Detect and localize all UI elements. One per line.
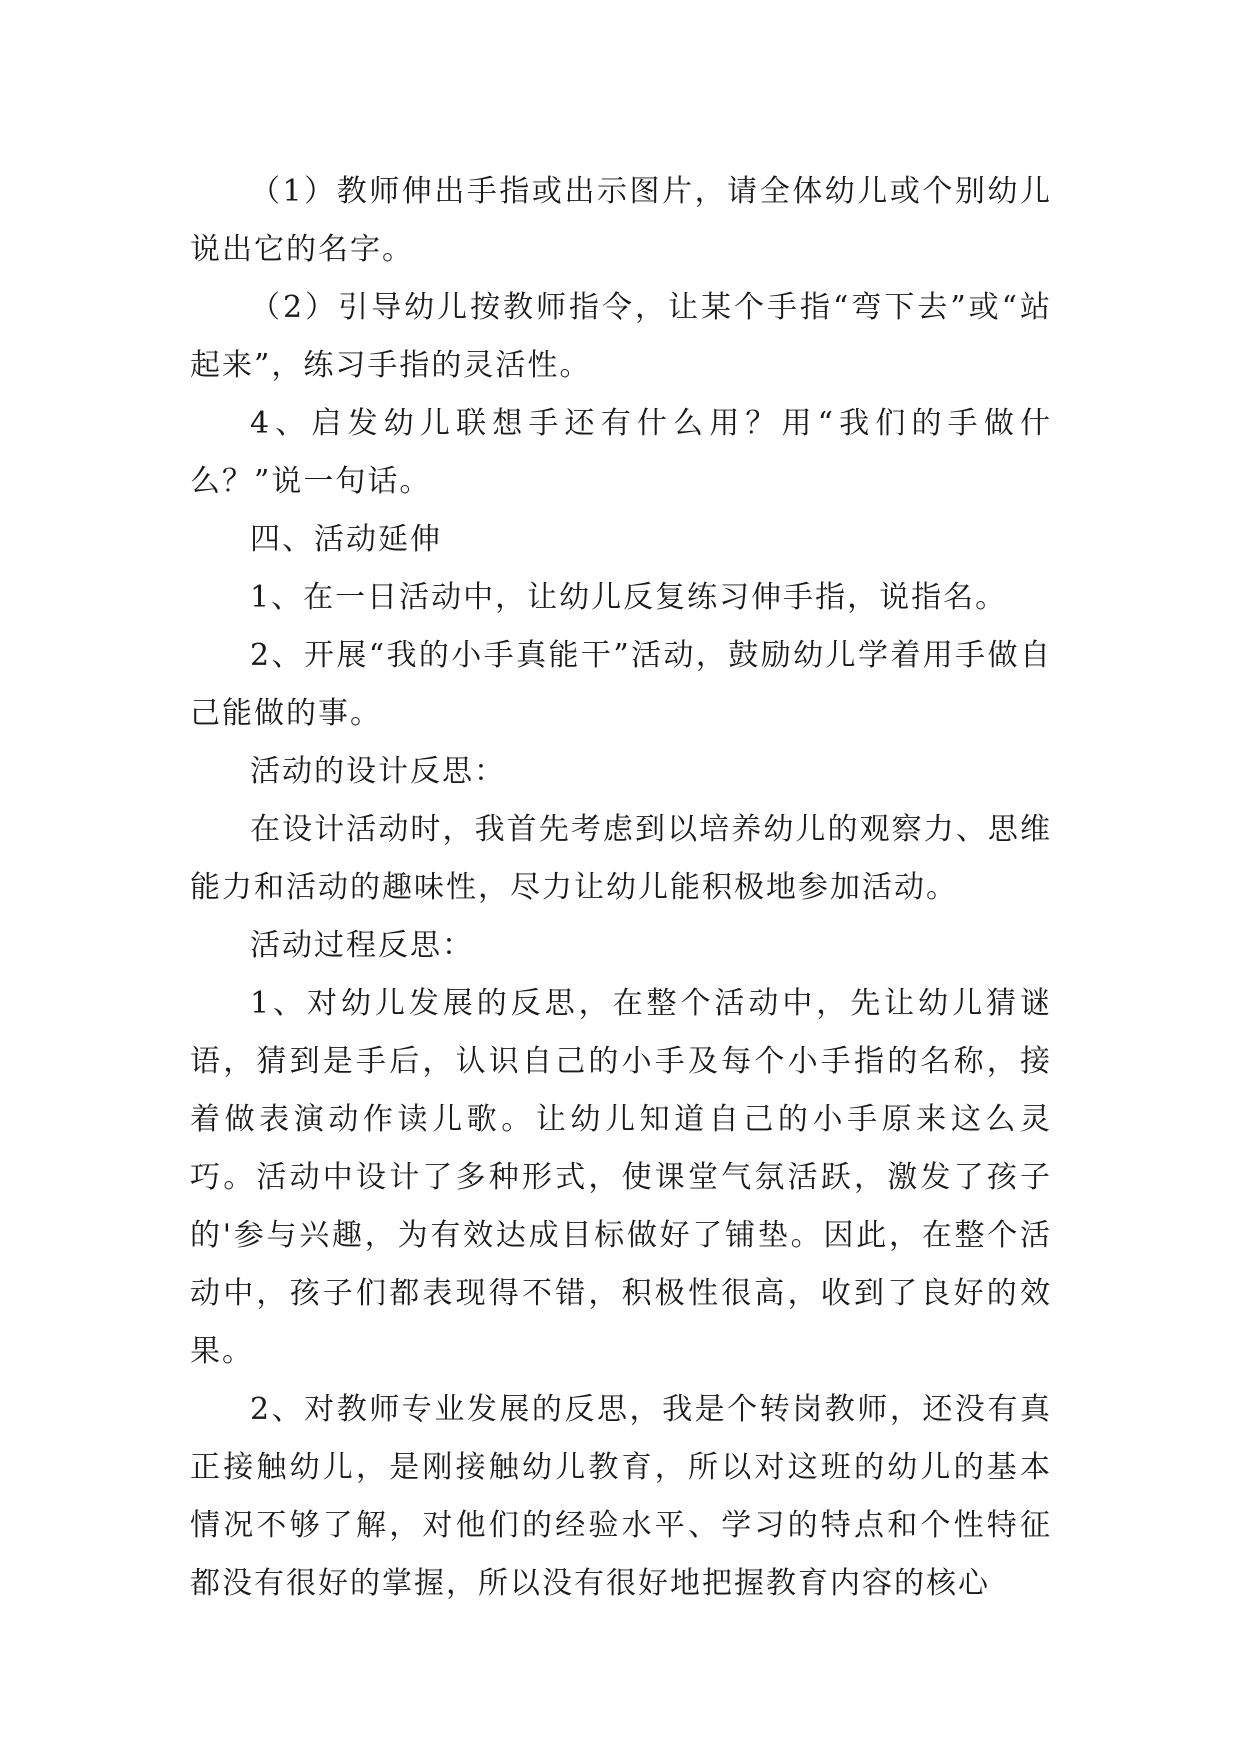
paragraph-1: （1）教师伸出手指或出示图片，请全体幼儿或个别幼儿说出它的名字。 <box>190 174 1052 267</box>
paragraph-3: 4、启发幼儿联想手还有什么用？用“我们的手做什么？”说一句话。 <box>190 406 1052 499</box>
paragraph-10: 1、对幼儿发展的反思，在整个活动中，先让幼儿猜谜语，猜到是手后，认识自己的小手及每个小手指的名称，接着做表演动作读儿歌。让幼儿知道自己的小手原来这么灵巧。活动中设计了多种形式，使课堂气氛活跃，激发了孩子的'参与兴趣，为有效达成目标做好了铺垫。因此，在整个活动中，孩子们都表现得不错，积极性很高，收到了良好的效果。 <box>190 986 1052 1369</box>
paragraph-11: 2、对教师专业发展的反思，我是个转岗教师，还没有真正接触幼儿，是刚接触幼儿教育，所以对这班的幼儿的基本情况不够了解，对他们的经验水平、学习的特点和个性特征都没有很好的掌握，所以没有很好地把握教育内容的核心 <box>190 1392 1052 1601</box>
section-heading-design-reflection: 活动的设计反思： <box>250 754 506 789</box>
paragraph-5: 1、在一日活动中，让幼儿反复练习伸手指，说指名。 <box>250 580 1008 615</box>
section-heading-process-reflection: 活动过程反思： <box>250 928 474 963</box>
paragraph-2: （2）引导幼儿按教师指令，让某个手指“弯下去”或“站起来”，练习手指的灵活性。 <box>190 290 1052 383</box>
paragraph-6: 2、开展“我的小手真能干”活动，鼓励幼儿学着用手做自己能做的事。 <box>190 638 1052 731</box>
document-page <box>190 163 1052 1613</box>
paragraph-8: 在设计活动时，我首先考虑到以培养幼儿的观察力、思维能力和活动的趣味性，尽力让幼儿能积极地参加活动。 <box>190 812 1052 905</box>
section-heading-extension: 四、活动延伸 <box>250 522 442 557</box>
